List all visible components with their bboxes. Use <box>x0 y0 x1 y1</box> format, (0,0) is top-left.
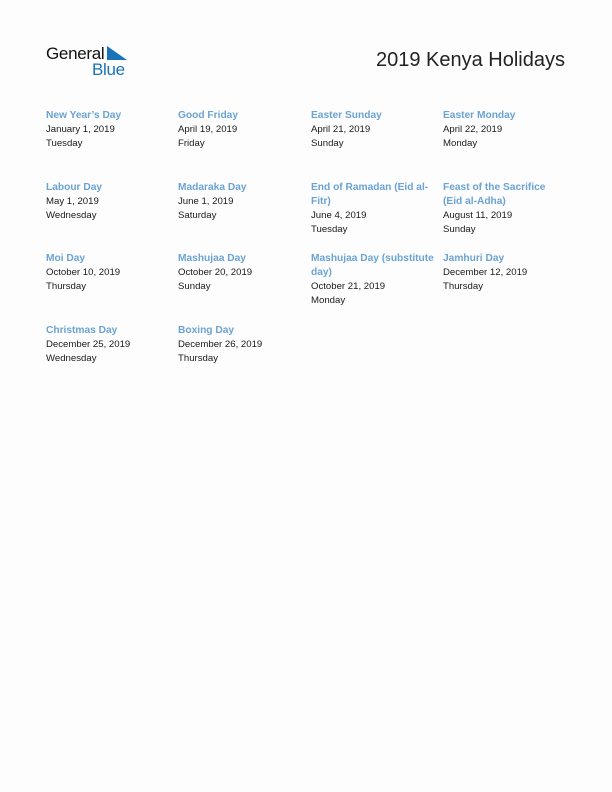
logo-word-blue: Blue <box>92 60 125 79</box>
holiday-weekday: Sunday <box>178 281 211 292</box>
holiday-weekday: Tuesday <box>46 138 83 149</box>
holiday-weekday: Thursday <box>443 281 483 292</box>
holiday-item <box>46 109 170 151</box>
holiday-weekday: Sunday <box>311 138 344 149</box>
holiday-name: Mashujaa Day (substitute day) <box>311 253 434 278</box>
holiday-name: Madaraka Day <box>178 182 247 193</box>
holiday-date: October 10, 2019 <box>46 267 121 278</box>
holiday-item <box>178 324 302 366</box>
general-blue-logo <box>46 44 136 80</box>
holiday-item <box>443 252 567 294</box>
holiday-item <box>311 181 435 237</box>
holiday-name: Feast of the Sacrifice (Eid al-Adha) <box>443 182 546 207</box>
holiday-date: April 21, 2019 <box>311 124 371 135</box>
holiday-date: December 25, 2019 <box>46 339 131 350</box>
holiday-weekday: Wednesday <box>46 353 97 364</box>
holiday-item <box>311 252 435 308</box>
holiday-weekday: Tuesday <box>311 224 348 235</box>
holiday-weekday: Thursday <box>46 281 86 292</box>
holiday-item <box>46 252 170 294</box>
holiday-weekday: Wednesday <box>46 210 97 221</box>
holiday-date: May 1, 2019 <box>46 196 99 207</box>
holiday-weekday: Monday <box>311 295 346 306</box>
holiday-item <box>46 324 170 366</box>
holiday-date: June 4, 2019 <box>311 210 367 221</box>
holiday-name: End of Ramadan (Eid al-Fitr) <box>311 182 429 207</box>
holiday-name: Moi Day <box>46 253 86 264</box>
holiday-date: June 1, 2019 <box>178 196 234 207</box>
logo-word-general: General <box>46 44 105 63</box>
holiday-date: April 19, 2019 <box>178 124 238 135</box>
page-title: 2019 Kenya Holidays <box>375 49 565 71</box>
holiday-name: Easter Sunday <box>311 110 382 121</box>
holiday-date: April 22, 2019 <box>443 124 503 135</box>
holiday-name: Good Friday <box>178 110 238 121</box>
holiday-weekday: Thursday <box>178 353 218 364</box>
holiday-name: New Year’s Day <box>46 110 122 121</box>
holiday-item <box>178 109 302 151</box>
holiday-weekday: Sunday <box>443 224 476 235</box>
holiday-name: Christmas Day <box>46 325 118 336</box>
holiday-item <box>178 181 302 223</box>
holiday-date: August 11, 2019 <box>443 210 513 221</box>
holiday-item <box>443 181 567 237</box>
holiday-weekday: Monday <box>443 138 478 149</box>
holiday-name: Jamhuri Day <box>443 253 505 264</box>
holiday-name: Mashujaa Day <box>178 253 246 264</box>
holiday-weekday: Friday <box>178 138 205 149</box>
holiday-item <box>443 109 567 151</box>
holiday-item <box>178 252 302 294</box>
logo-triangle-icon <box>107 46 127 60</box>
holiday-date: December 26, 2019 <box>178 339 263 350</box>
holiday-weekday: Saturday <box>178 210 217 221</box>
holiday-name: Easter Monday <box>443 110 516 121</box>
holiday-date: December 12, 2019 <box>443 267 528 278</box>
holiday-item <box>311 109 435 151</box>
holiday-date: October 21, 2019 <box>311 281 386 292</box>
holiday-date: October 20, 2019 <box>178 267 253 278</box>
holiday-name: Labour Day <box>46 182 103 193</box>
holiday-date: January 1, 2019 <box>46 124 115 135</box>
holiday-name: Boxing Day <box>178 325 235 336</box>
holiday-item <box>46 181 170 223</box>
